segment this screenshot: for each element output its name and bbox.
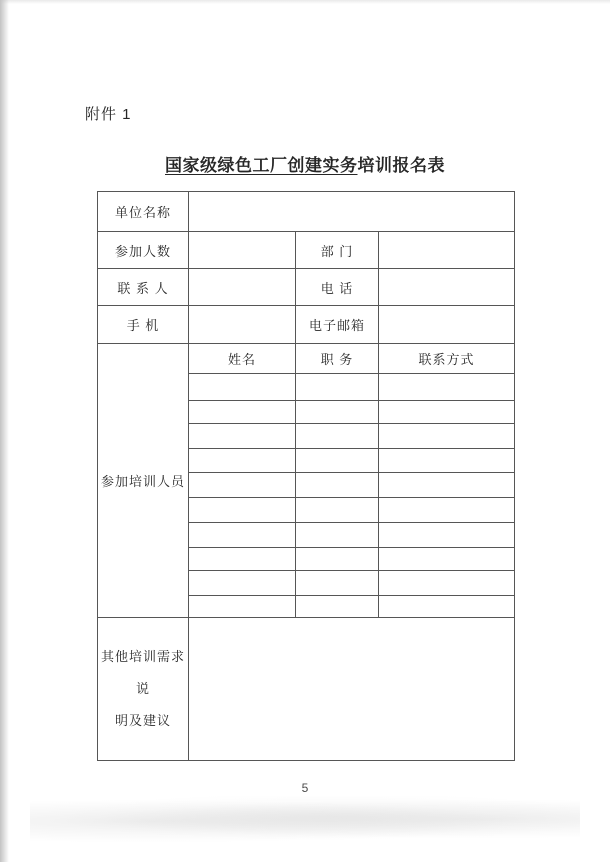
department-value-cell [379,232,515,269]
trainee-position-cell [296,401,379,424]
scan-top-edge [0,0,610,4]
form-table-body [98,192,515,761]
mobile-label-cell: 手 机 [98,306,189,344]
trainee-contact-cell [379,548,515,571]
email-value-cell [379,306,515,344]
trainee-name-cell [189,596,296,618]
row-mobile-email [98,306,515,344]
row-unit-name [98,192,515,232]
unit-name-value-cell [189,192,515,232]
trainee-contact-cell [379,374,515,401]
page-title-underlined: 国家级绿色工厂创建实务 [165,156,358,175]
participants-count-value-cell [189,232,296,269]
scan-noise [30,796,580,842]
other-needs-row [98,618,515,761]
trainee-position-cell [296,374,379,401]
trainee-contact-cell [379,596,515,618]
trainee-name-cell [189,548,296,571]
page-number: 5 [301,781,309,795]
department-label-cell: 部 门 [296,232,379,269]
row-contact-phone [98,269,515,306]
other-needs-label-line2: 明及建议 [114,713,171,728]
trainee-name-cell [189,571,296,596]
trainee-contact-cell [379,449,515,473]
contact-person-label-cell: 联 系 人 [98,269,189,306]
trainee-header-row [98,344,515,374]
trainee-name-cell [189,523,296,548]
email-label-cell: 电子邮箱 [296,306,379,344]
trainee-position-cell [296,571,379,596]
trainee-contact-cell [379,571,515,596]
trainee-contact-cell [379,473,515,498]
phone-label-cell: 电 话 [296,269,379,306]
mobile-value-cell [189,306,296,344]
attachment-label: 附件 1 [85,106,132,123]
trainee-position-cell [296,596,379,618]
trainee-position-header-cell: 职 务 [296,344,379,374]
trainee-contact-header-cell: 联系方式 [379,344,515,374]
other-needs-value-cell [189,618,515,761]
trainee-position-cell [296,424,379,449]
trainee-contact-cell [379,424,515,449]
trainee-name-cell [189,401,296,424]
trainee-name-cell [189,449,296,473]
trainee-name-cell [189,498,296,523]
trainee-name-cell [189,424,296,449]
trainee-name-cell [189,473,296,498]
trainee-contact-cell [379,523,515,548]
unit-name-label-cell: 单位名称 [98,192,189,232]
row-count-department [98,232,515,269]
trainee-contact-cell [379,498,515,523]
trainee-position-cell [296,548,379,571]
trainee-name-header-cell: 姓名 [189,344,296,374]
scan-left-edge [0,0,9,862]
other-needs-label-cell [98,618,189,761]
form-table [97,191,515,761]
other-needs-label-line1: 其他培训需求说 [100,649,185,696]
trainees-label-cell: 参加培训人员 [98,344,189,618]
phone-value-cell [379,269,515,306]
contact-person-value-cell [189,269,296,306]
trainee-name-cell [189,374,296,401]
trainee-position-cell [296,449,379,473]
trainee-contact-cell [379,401,515,424]
page-title [0,151,610,176]
trainee-position-cell [296,498,379,523]
trainee-position-cell [296,523,379,548]
trainee-position-cell [296,473,379,498]
page-title-rest: 培训报名表 [357,156,445,175]
participants-count-label-cell: 参加人数 [98,232,189,269]
